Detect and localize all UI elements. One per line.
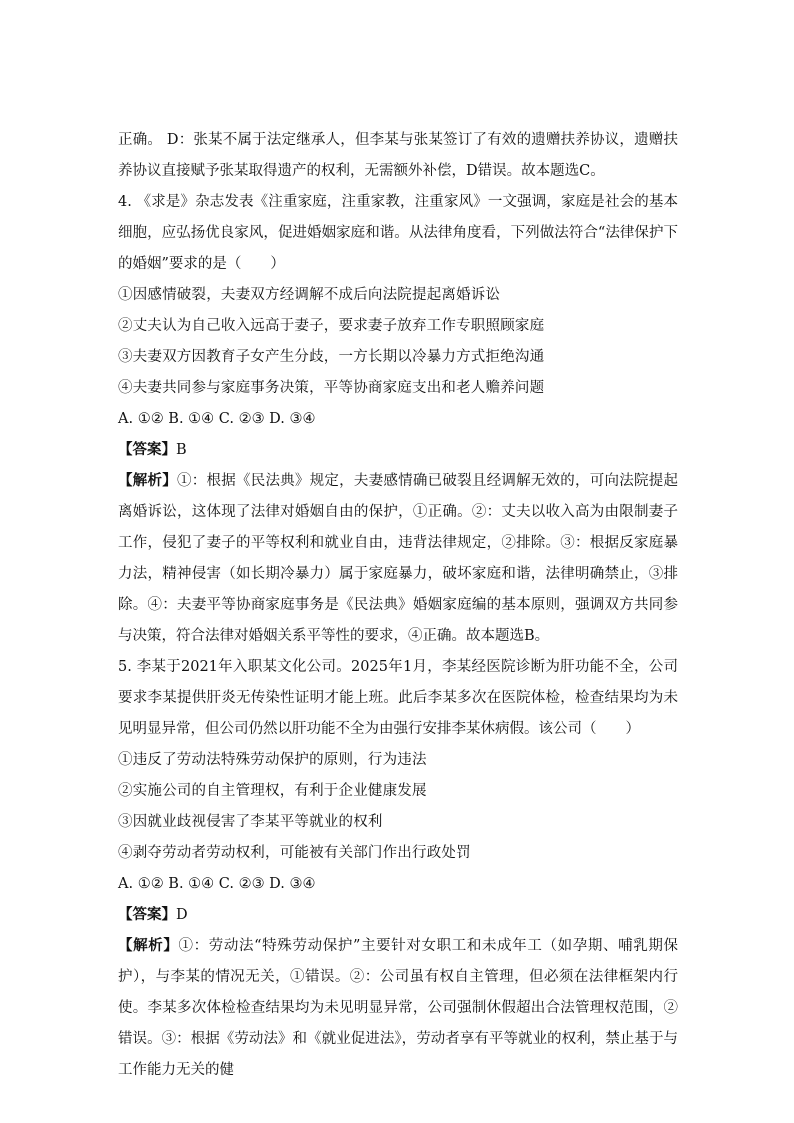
q4-item-3: ③夫妻双方因教育子女产生分歧，一方长期以冷暴力方式拒绝沟通 <box>118 349 545 365</box>
q4-item-1: ①因感情破裂，夫妻双方经调解不成后向法院提起离婚诉讼 <box>118 287 501 303</box>
answer-tag: 【答案】 <box>118 442 176 458</box>
q5-answer <box>118 900 678 931</box>
q4-analysis <box>118 466 678 652</box>
q4-choices: A. ①② B. ①④ C. ②③ D. ③④ <box>118 411 316 427</box>
q5-item-2: ②实施公司的自主管理权，有利于企业健康发展 <box>118 783 427 799</box>
q5-stem: 5. 李某于2021年入职某文化公司。2025年1月，李某经医院诊断为肝功能不全，公司要求李某提供肝炎无传染性证明才能上班。此后李某多次在医院体检，检查结果均为未见明显异常，但公司仍然以肝功能不全为由强行安排李某休病假。该公司（ ） <box>118 659 678 737</box>
q4-answer-value: B <box>176 442 187 458</box>
q4-item-4: ④夫妻共同参与家庭事务决策，平等协商家庭支出和老人赡养问题 <box>118 380 545 396</box>
q4-analysis-text: ①：根据《民法典》规定，夫妻感情确已破裂且经调解无效的，可向法院提起离婚诉讼，这体现了法律对婚姻自由的保护，①正确。②：丈夫以收入高为由限制妻子工作，侵犯了妻子的平等权利和就业自由，违背法律规定，②排除。③：根据反家庭暴力法，精神侵害（如长期冷暴力）属于家庭暴力，破坏家庭和谐，法律明确禁止，③排除。④：夫妻平等协商家庭事务是《民法典》婚姻家庭编的基本原则，强调双方共同参与决策，符合法律对婚姻关系平等性的要求，④正确。故本题选B。 <box>118 473 679 644</box>
q5-choices: A. ①② B. ①④ C. ②③ D. ③④ <box>118 876 316 892</box>
q4-stem: 4. 《求是》杂志发表《注重家庭，注重家教，注重家风》一文强调，家庭是社会的基本细胞，应弘扬优良家风，促进婚姻家庭和谐。从法律角度看，下列做法符合“法律保护下的婚姻”要求的是（ ） <box>118 194 678 272</box>
q5-item-3: ③因就业歧视侵害了李某平等就业的权利 <box>118 814 383 830</box>
answer-tag: 【答案】 <box>118 907 176 923</box>
q5-item-1: ①违反了劳动法特殊劳动保护的原则，行为违法 <box>118 752 427 768</box>
q4-answer <box>118 435 678 466</box>
q5-answer-value: D <box>176 907 188 923</box>
analysis-tag: 【解析】 <box>118 473 177 489</box>
q5-analysis-text: ①：劳动法“特殊劳动保护”主要针对女职工和未成年工（如孕期、哺乳期保护），与李某的情况无关，①错误。②：公司虽有权自主管理，但必须在法律框架内行使。李某多次体检检查结果均为未见明显异常，公司强制休假超出合法管理权范围，②错误。③：根据《劳动法》和《就业促进法》，劳动者享有平等就业的权利，禁止基于与工作能力无关的健 <box>118 938 679 1078</box>
q3-analysis-tail: 正确。 D：张某不属于法定继承人，但李某与张某签订了有效的遗赠扶养协议，遗赠扶养协议直接赋予张某取得遗产的权利，无需额外补偿，D错误。故本题选C。 <box>118 132 678 179</box>
analysis-tag: 【解析】 <box>118 938 179 954</box>
document-page <box>118 125 678 1086</box>
q5-item-4: ④剥夺劳动者劳动权利，可能被有关部门作出行政处罚 <box>118 845 471 861</box>
q5-analysis <box>118 931 678 1086</box>
q4-item-2: ②丈夫认为自己收入远高于妻子，要求妻子放弃工作专职照顾家庭 <box>118 318 545 334</box>
